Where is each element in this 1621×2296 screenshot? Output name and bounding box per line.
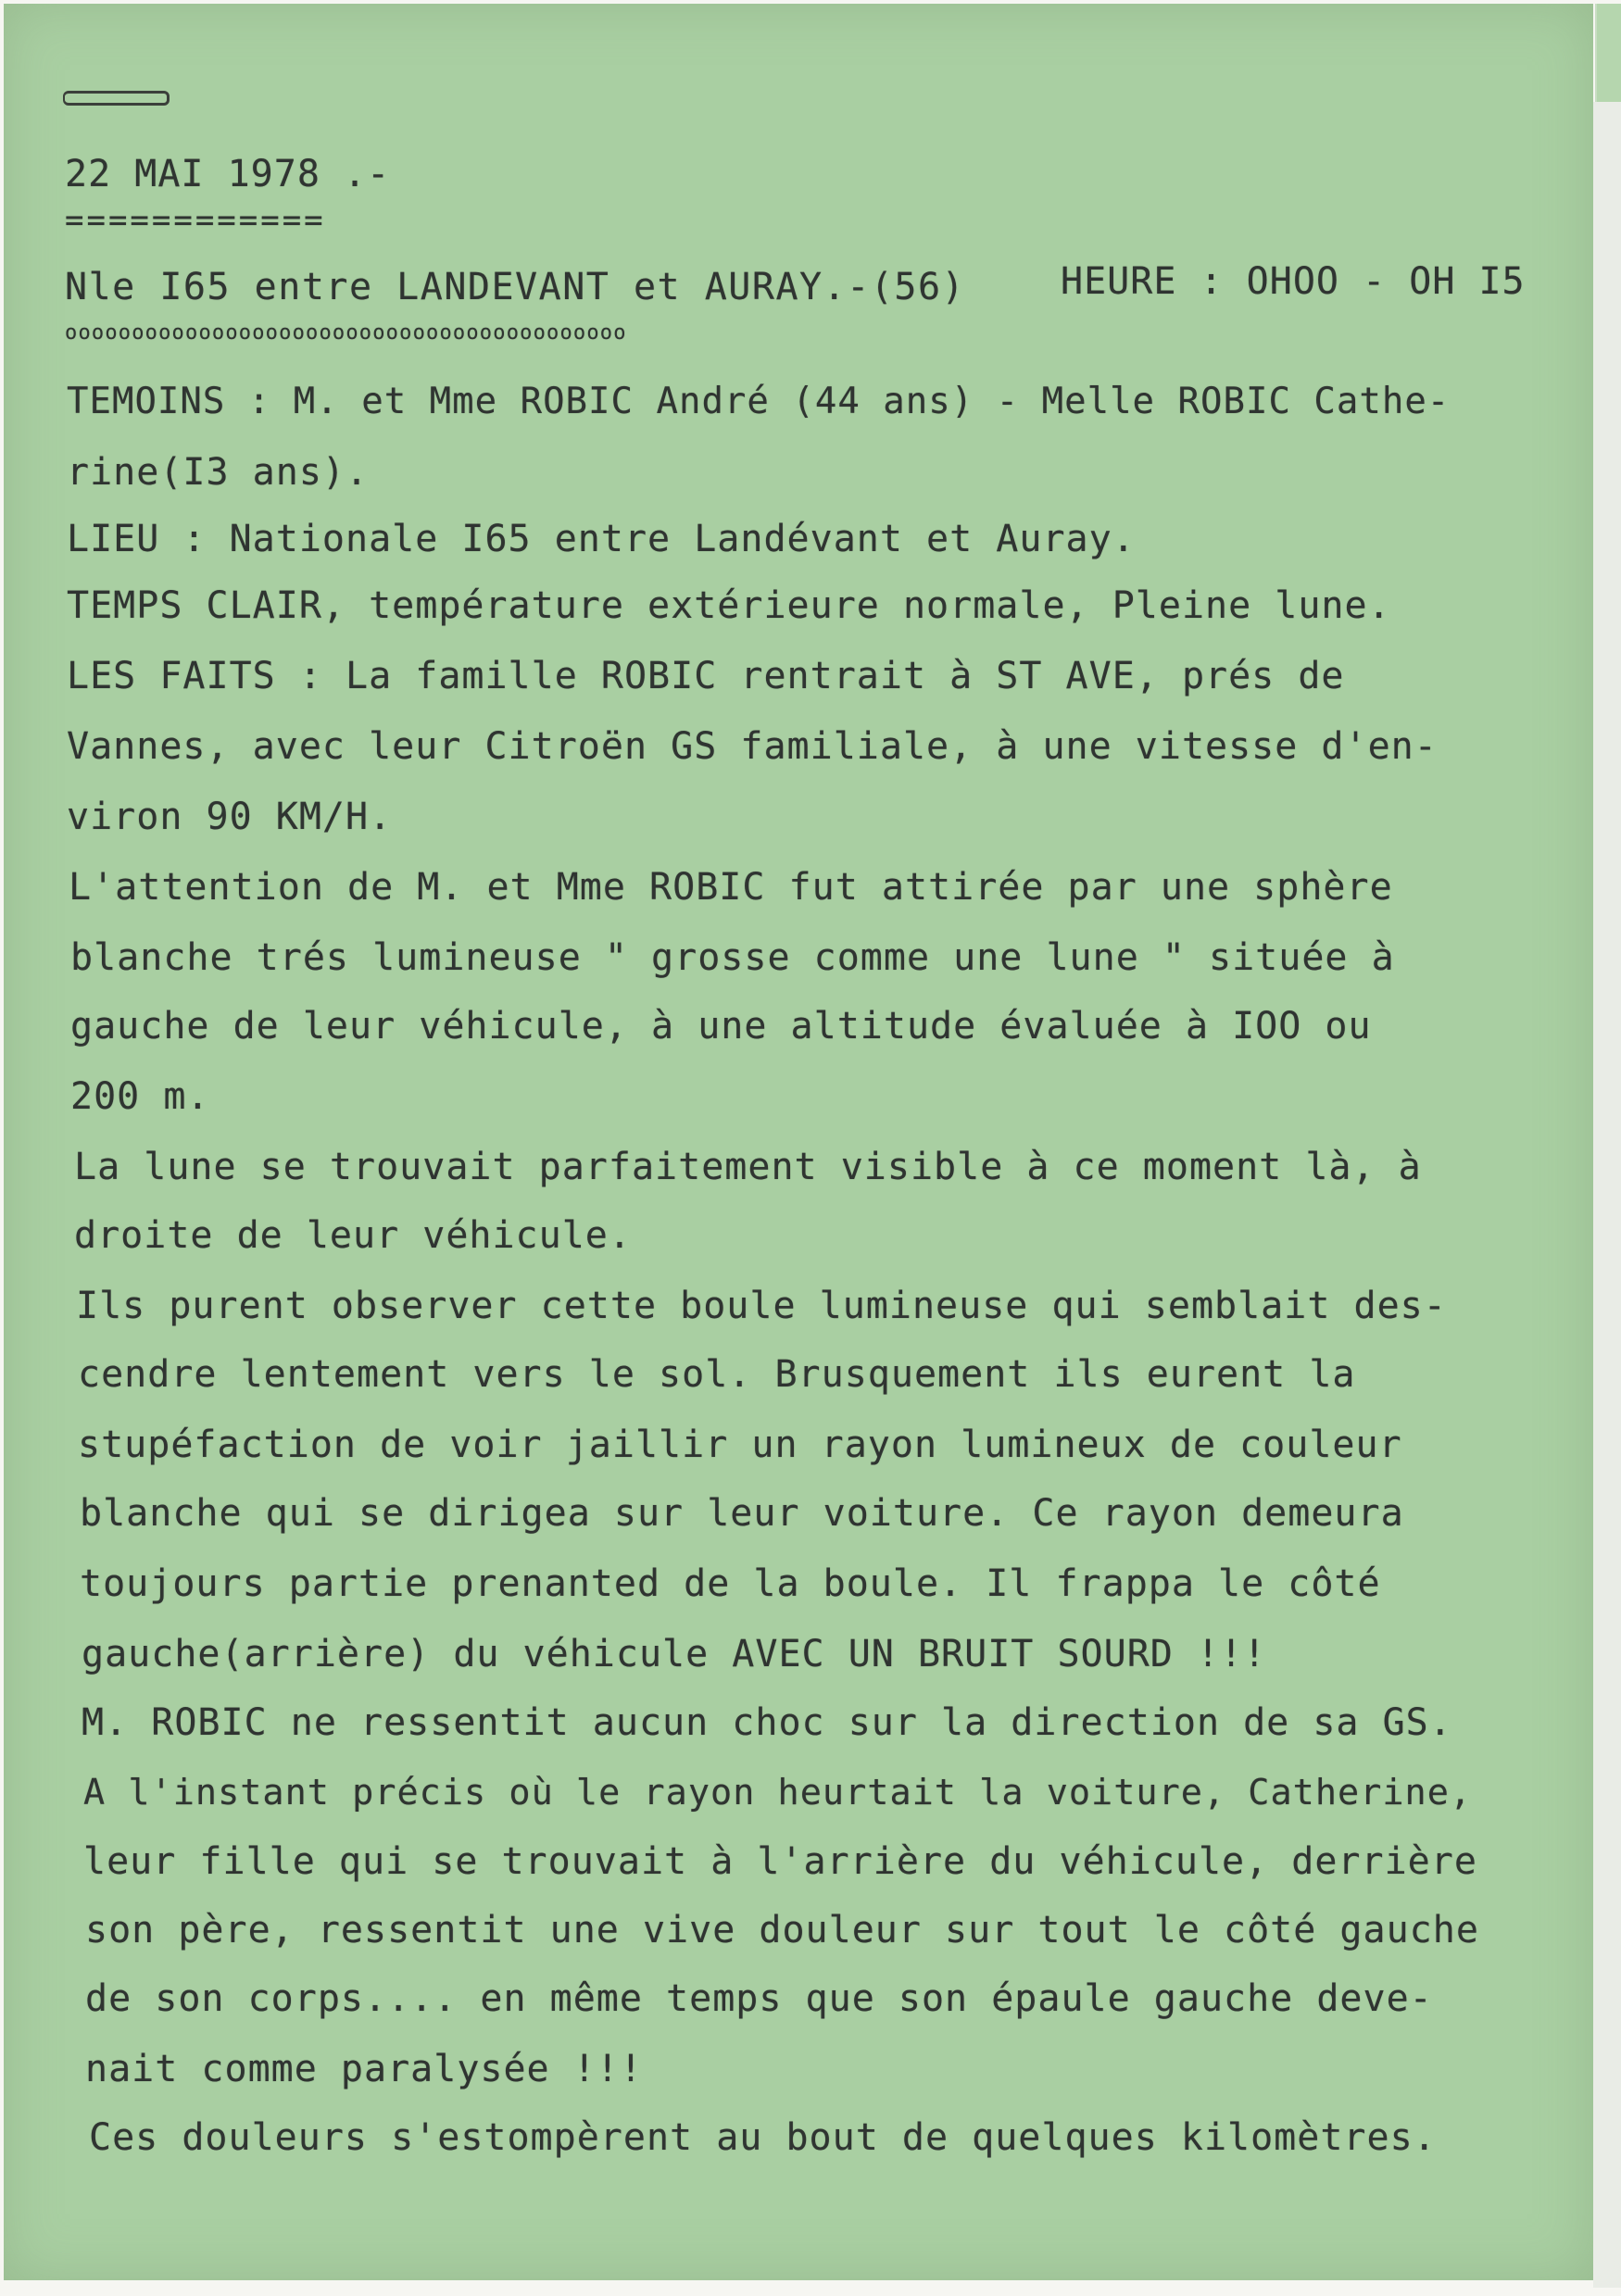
time-heading: HEURE : OHOO - OH I5 [1061, 260, 1526, 303]
route-heading: Nle I65 entre LANDEVANT et AURAY.-(56) [65, 266, 966, 308]
text-line: Ils purent observer cette boule lumineuse qui semblait des- [76, 1285, 1447, 1327]
report-date: 22 MAI 1978 .- [65, 153, 391, 195]
text-line: LIEU : Nationale I65 entre Landévant et Auray. [67, 518, 1136, 560]
text-line: cendre lentement vers le sol. Brusquement ils eurent la [78, 1353, 1356, 1396]
text-line: A l'instant précis où le rayon heurtait la voiture, Catherine, [83, 1772, 1473, 1813]
date-underline: ============ [65, 202, 326, 239]
text-line: M. ROBIC ne ressentit aucun choc sur la direction de sa GS. [82, 1701, 1452, 1744]
route-underline: oooooooooooooooooooooooooooooooooooooooooo [65, 321, 627, 345]
text-line: de son corps.... en même temps que son épaule gauche deve- [85, 1977, 1433, 2020]
text-line: nait comme paralysée !!! [85, 2048, 643, 2090]
text-line: son père, ressentit une vive douleur sur tout le côté gauche [85, 1909, 1479, 1951]
text-line: blanche qui se dirigea sur leur voiture. Ce rayon demeura [80, 1492, 1404, 1535]
text-line: 200 m. [70, 1075, 210, 1118]
text-line: gauche(arrière) du véhicule AVEC UN BRUIT SOURD !!! [82, 1633, 1267, 1675]
text-line: leur fille qui se trouvait à l'arrière du véhicule, derrière [83, 1840, 1477, 1883]
text-line: rine(I3 ans). [67, 451, 370, 494]
text-line: L'attention de M. et Mme ROBIC fut attirée par une sphère [69, 866, 1393, 909]
text-line: TEMPS CLAIR, température extérieure normale, Pleine lune. [67, 584, 1391, 627]
text-line: toujours partie prenanted de la boule. Il frappa le côté [80, 1562, 1381, 1605]
text-line: droite de leur véhicule. [74, 1214, 632, 1257]
text-line: gauche de leur véhicule, à une altitude évaluée à IOO ou [70, 1005, 1372, 1048]
text-line: Ces douleurs s'estompèrent au bout de quelques kilomètres. [89, 2116, 1437, 2159]
text-line: stupéfaction de voir jaillir un rayon lumineux de couleur [78, 1424, 1402, 1466]
text-line: blanche trés lumineuse " grosse comme une lune " située à [70, 936, 1395, 979]
text-line: viron 90 KM/H. [67, 796, 393, 838]
text-line: TEMOINS : M. et Mme ROBIC André (44 ans) - Melle ROBIC Cathe- [67, 381, 1451, 422]
text-line: La lune se trouvait parfaitement visible à ce moment là, à [74, 1146, 1422, 1188]
text-line: LES FAITS : La famille ROBIC rentrait à ST AVE, prés de [67, 655, 1345, 697]
text-line: Vannes, avec leur Citroën GS familiale, à une vitesse d'en- [67, 725, 1438, 768]
